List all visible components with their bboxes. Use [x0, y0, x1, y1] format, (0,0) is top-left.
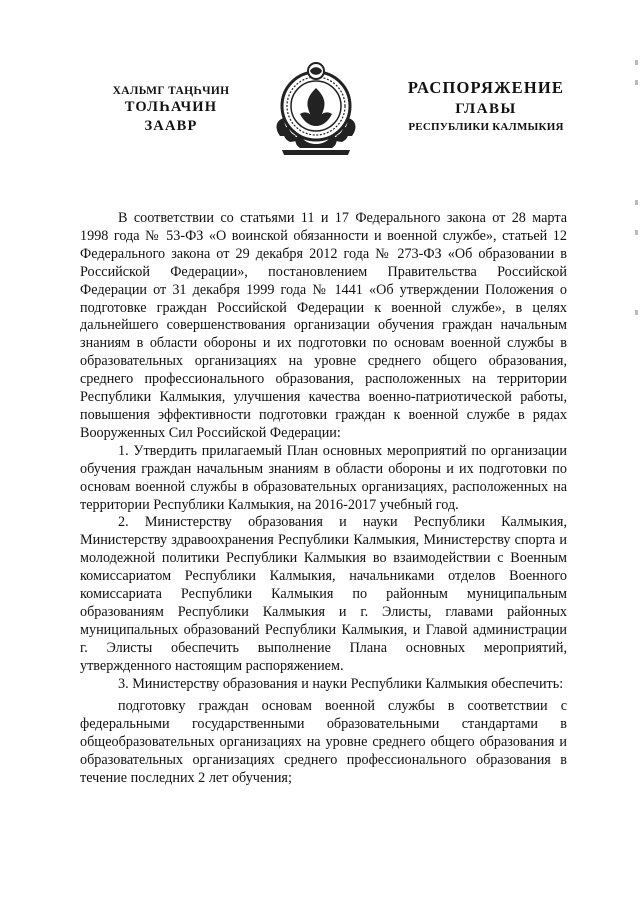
kalmykia-coat-of-arms-icon [270, 58, 362, 158]
header-right-line-3: РЕСПУБЛИКИ КАЛМЫКИЯ [408, 121, 564, 133]
header-left-line-2: ТОЛҺАЧИН [124, 99, 218, 115]
document-header [0, 58, 640, 168]
paragraph-item-2: 2. Министерству образования и науки Республики Калмыкия, Министерству здравоохранения Республики Калмыкия, Министерству спорта и молодежной политики Республики Калмыкия во взаимодействии с Военным комиссариатом Республики Калмыкия, начальниками отделов Военного комиссариата Республики Калмыкия по районным муниципальным образованиям Республики Калмыкия и г. Элисты, главами районных муниципальных образований Республики Калмыкия, и Главой администрации г. Элисты обеспечить выполнение Плана основных мероприятий, утвержденного настоящим распоряжением. [80, 514, 567, 674]
header-left-line-1: ХАЛЬМГ ТАҢҺЧИН [112, 85, 230, 97]
document-body [80, 210, 567, 788]
scan-edge-marks [632, 60, 638, 320]
paragraph-preamble: В соответствии со статьями 11 и 17 Федерального закона от 28 марта 1998 года № 53-ФЗ «О воинской обязанности и военной службе», статьей 12 Федерального закона от 29 декабря 2012 года № 273-ФЗ «Об образовании в Российской Федерации», постановлением Правительства Российской Федерации от 31 декабря 1999 года № 1441 «Об утверждении Положения о подготовке граждан Российской Федерации к военной службе», в целях дальнейшего совершенствования организации обучения граждан начальным знаниям в области обороны и их подготовки по основам военной службы в образовательных организациях на уровне среднего общего образования, среднего профессионального образования, расположенных на территории Республики Калмыкия, улучшения качества военно-патриотической работы, повышения эффективности подготовки граждан к военной службе в рядах Вооруженных Сил Российской Федерации: [80, 210, 567, 441]
header-russian-title [386, 78, 586, 133]
paragraph-item-1: 1. Утвердить прилагаемый План основных мероприятий по организации обучения граждан начальным знаниям в области обороны и их подготовки по основам военной службы в образовательных организациях, расположенных на территории Республики Калмыкия, на 2016-2017 учебный год. [80, 442, 567, 513]
paragraph-item-3: 3. Министерству образования и науки Республики Калмыкия обеспечить: [118, 675, 564, 692]
header-right-line-2: ГЛАВЫ [455, 101, 517, 117]
header-left-line-3: ЗААВР [144, 118, 198, 134]
paragraph-item-3-sub-1: подготовку граждан основам военной службы в соответствии с федеральными государственными образовательными стандартами в общеобразовательных организациях на уровне среднего общего образования и образовательных организациях среднего профессионального образования в течение последних 2 лет обучения; [80, 698, 567, 787]
header-right-line-1: РАСПОРЯЖЕНИЕ [407, 78, 565, 97]
header-kalmyk-title [86, 85, 256, 135]
